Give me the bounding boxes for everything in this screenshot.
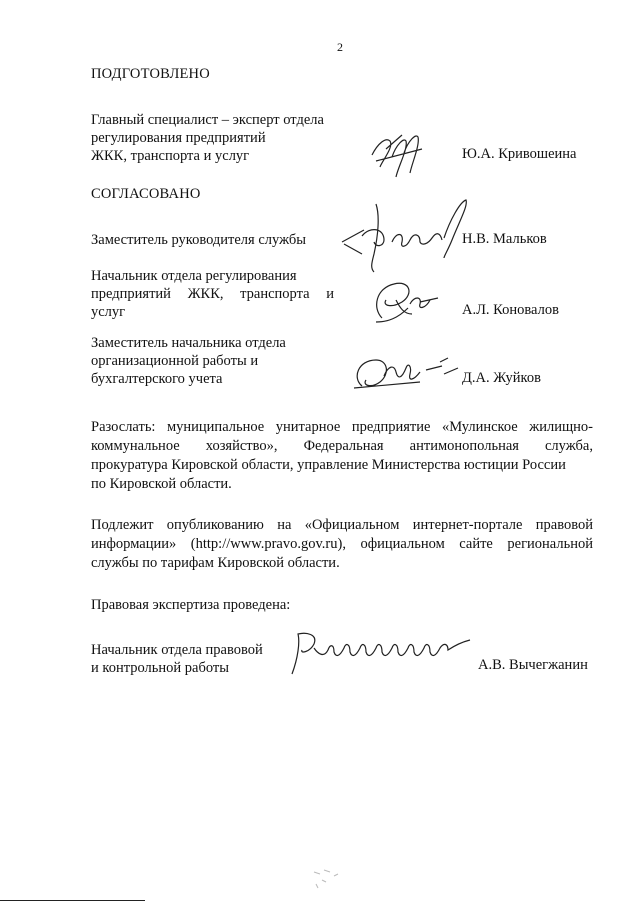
- position-line: Начальник отдела регулирования: [91, 268, 297, 284]
- signer-name: А.Л. Коновалов: [462, 302, 559, 318]
- signer-name: А.В. Вычегжанин: [478, 657, 588, 673]
- agreed-position: [91, 334, 286, 388]
- footer-rule: [0, 900, 145, 901]
- justified-line: информации» (http://www.pravo.gov.ru), официальном сайте региональной: [91, 536, 593, 552]
- signature-malkov: [340, 196, 470, 276]
- distribution-paragraph: [91, 418, 593, 494]
- position-line: ЖКК, транспорта и услуг: [91, 148, 250, 164]
- position-line: Начальник отдела правовой: [91, 642, 263, 658]
- signer-name: Ю.А. Кривошеина: [462, 146, 577, 162]
- position-line: и контрольной работы: [91, 660, 229, 676]
- signature-konovalov: [368, 278, 448, 328]
- position-line: бухгалтерского учета: [91, 371, 223, 387]
- justified-line: Разослать: муниципальное унитарное предприятие «Мулинское жилищно-: [91, 419, 593, 435]
- position-line: организационной работы и: [91, 353, 259, 369]
- signature-krivosheina: [368, 127, 428, 183]
- expertise-position: [91, 641, 263, 677]
- prepared-position: [91, 111, 324, 165]
- position-line: регулирования предприятий: [91, 130, 266, 146]
- agreed-position: [91, 231, 306, 249]
- signer-name: Н.В. Мальков: [462, 231, 547, 247]
- position-line: услуг: [91, 304, 126, 320]
- justified-line: Подлежит опубликованию на «Официальном интернет-портале правовой: [91, 517, 593, 533]
- page-number: 2: [337, 40, 343, 54]
- signer-name: Д.А. Жуйков: [462, 370, 541, 386]
- agreed-position: [91, 267, 334, 321]
- agreed-heading: СОГЛАСОВАНО: [91, 186, 201, 202]
- signature-zhuykov: [350, 352, 460, 394]
- scan-mark: [300, 862, 346, 897]
- expertise-text: Правовая экспертиза проведена:: [91, 597, 291, 613]
- position-line: Заместитель начальника отдела: [91, 335, 286, 351]
- text-line: по Кировской области.: [91, 476, 232, 492]
- text-line: службы по тарифам Кировской области.: [91, 555, 340, 571]
- publication-paragraph: [91, 516, 593, 573]
- prepared-heading: ПОДГОТОВЛЕНО: [91, 66, 210, 82]
- position-line: Заместитель руководителя службы: [91, 232, 307, 248]
- position-line: Главный специалист – эксперт отдела: [91, 112, 324, 128]
- position-line-justified: предприятий ЖКК, транспорта и: [91, 286, 334, 302]
- text-line: прокуратура Кировской области, управление Министерства юстиции России: [91, 457, 566, 473]
- signature-vychegzhanin: [284, 628, 474, 678]
- justified-line: коммунальное хозяйство», Федеральная антимонопольная служба,: [91, 438, 593, 454]
